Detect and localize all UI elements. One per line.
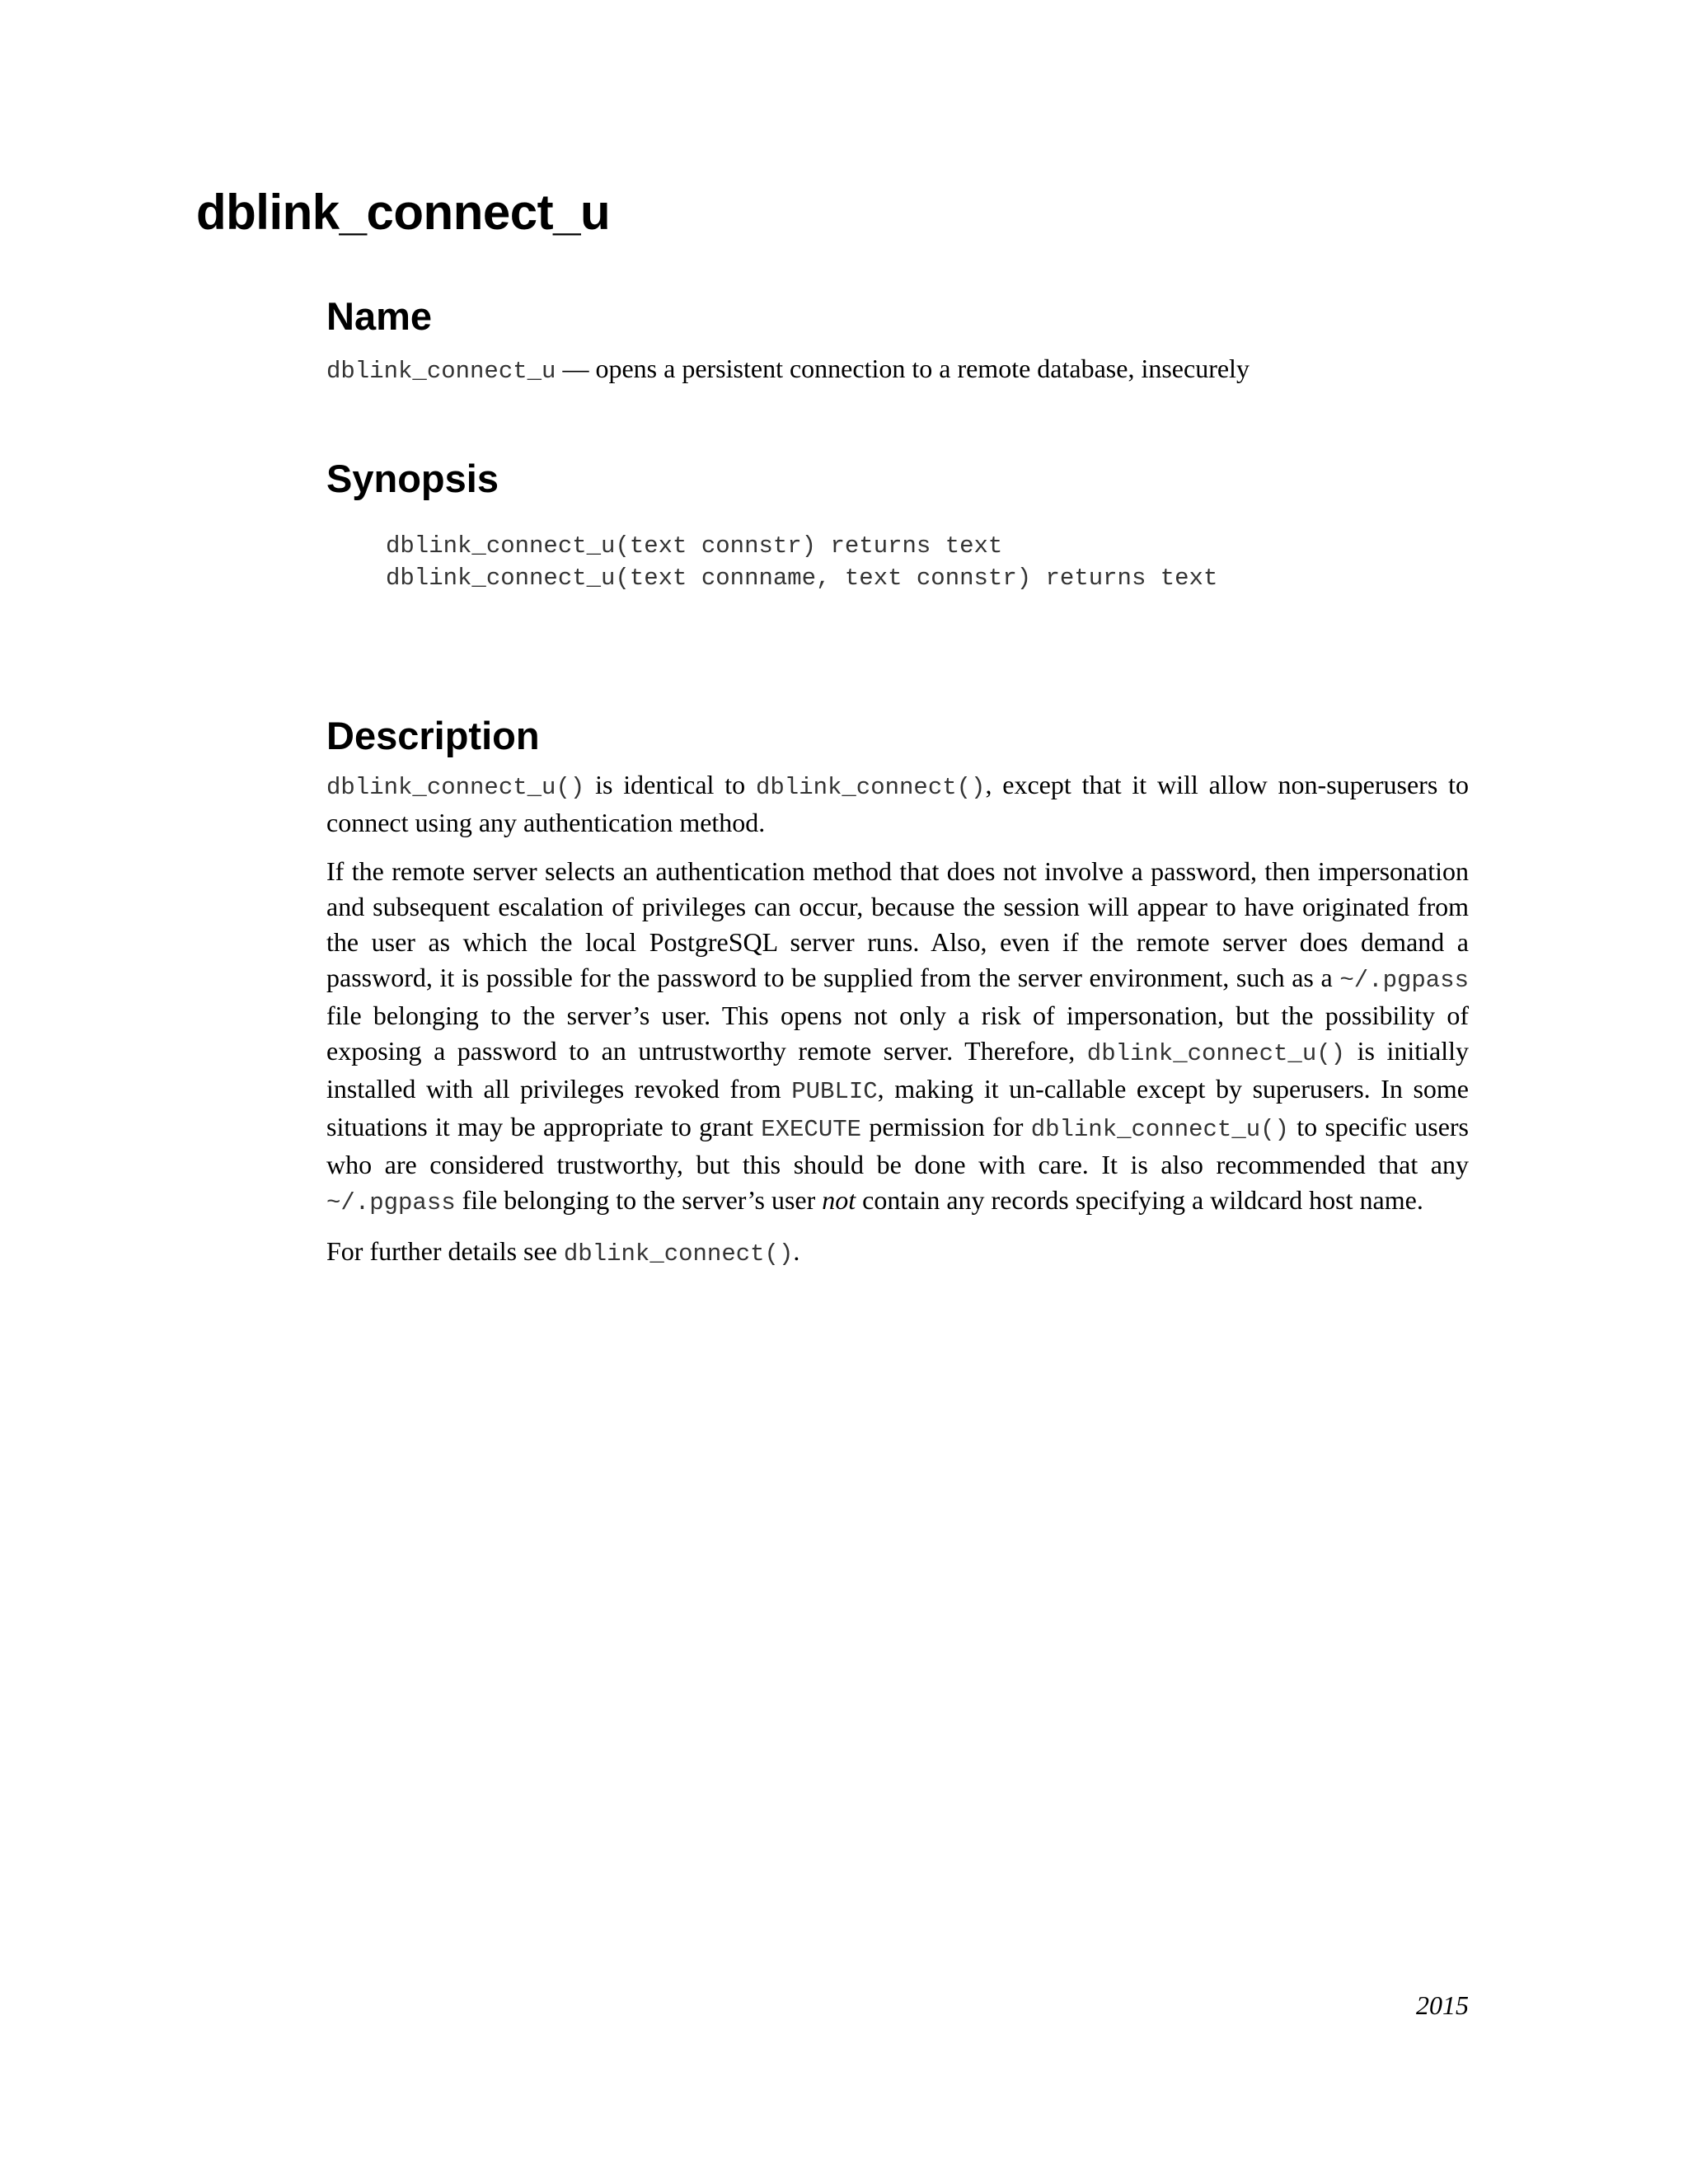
inline-code: ~/.pgpass bbox=[326, 1189, 456, 1216]
paragraph-text: file belonging to the server’s user. This opens not only a risk of impersonation, but the possibility of exposing a password to an untrustworthy remote server. Therefore, bbox=[326, 1001, 1469, 1066]
paragraph-text: , making it un-callable except by superusers. In some situations it may be appropriate to grant bbox=[326, 1074, 1470, 1141]
name-heading: Name bbox=[326, 294, 433, 338]
description-paragraph bbox=[326, 767, 1469, 841]
description-body bbox=[326, 767, 1469, 1272]
description-heading: Description bbox=[326, 714, 540, 757]
paragraph-text: permission for bbox=[861, 1112, 1031, 1141]
name-separator: — bbox=[556, 354, 596, 383]
inline-code: ~/.pgpass bbox=[1339, 967, 1469, 994]
description-paragraph bbox=[326, 1234, 1469, 1272]
inline-code: EXECUTE bbox=[761, 1116, 862, 1143]
inline-code: dblink_connect_u() bbox=[326, 774, 585, 801]
inline-code: dblink_connect() bbox=[755, 774, 986, 801]
paragraph-text: . bbox=[793, 1236, 800, 1266]
synopsis-section bbox=[326, 456, 1469, 594]
synopsis-heading: Synopsis bbox=[326, 457, 499, 500]
paragraph-text: For further details see bbox=[326, 1236, 564, 1266]
name-description bbox=[326, 351, 1469, 389]
page-title: dblink_connect_u bbox=[196, 185, 611, 240]
inline-code: PUBLIC bbox=[791, 1078, 878, 1105]
synopsis-code bbox=[386, 530, 1469, 594]
description-paragraph bbox=[326, 854, 1469, 1221]
synopsis-line: dblink_connect_u(text connstr) returns text bbox=[386, 532, 1003, 560]
inline-code: dblink_connect() bbox=[563, 1240, 794, 1268]
paragraph-text: is initially installed with all privileges revoked from bbox=[326, 1036, 1470, 1104]
function-purpose: opens a persistent connection to a remote database, insecurely bbox=[595, 354, 1250, 383]
paragraph-text: contain any records specifying a wildcard host name. bbox=[856, 1185, 1423, 1215]
function-name: dblink_connect_u bbox=[326, 358, 556, 385]
inline-code: dblink_connect_u() bbox=[1086, 1040, 1346, 1067]
name-section bbox=[326, 293, 1469, 389]
paragraph-text: file belonging to the server’s user bbox=[455, 1185, 823, 1215]
emphasis-text: not bbox=[822, 1185, 856, 1215]
paragraph-text: If the remote server selects an authentication method that does not involve a password, then impersonation and subsequent escalation of privileges can occur, because the session will appear to have originated from the user as which the local PostgreSQL server runs. Also, even if the remote server does demand a password, it is possible for the password to be supplied from the server environment, such as a bbox=[326, 856, 1469, 992]
paragraph-text: is identical to bbox=[584, 770, 756, 799]
page-number: 2015 bbox=[1416, 1990, 1469, 2020]
paragraph-text: , except that it will allow non-superusers to connect using any authentication method. bbox=[326, 770, 1469, 837]
paragraph-text: to specific users who are considered trustworthy, but this should be done with care. It is also recommended that any bbox=[326, 1112, 1470, 1179]
description-section bbox=[326, 713, 1469, 1272]
inline-code: dblink_connect_u() bbox=[1030, 1116, 1289, 1143]
synopsis-line: dblink_connect_u(text connname, text connstr) returns text bbox=[386, 565, 1218, 592]
